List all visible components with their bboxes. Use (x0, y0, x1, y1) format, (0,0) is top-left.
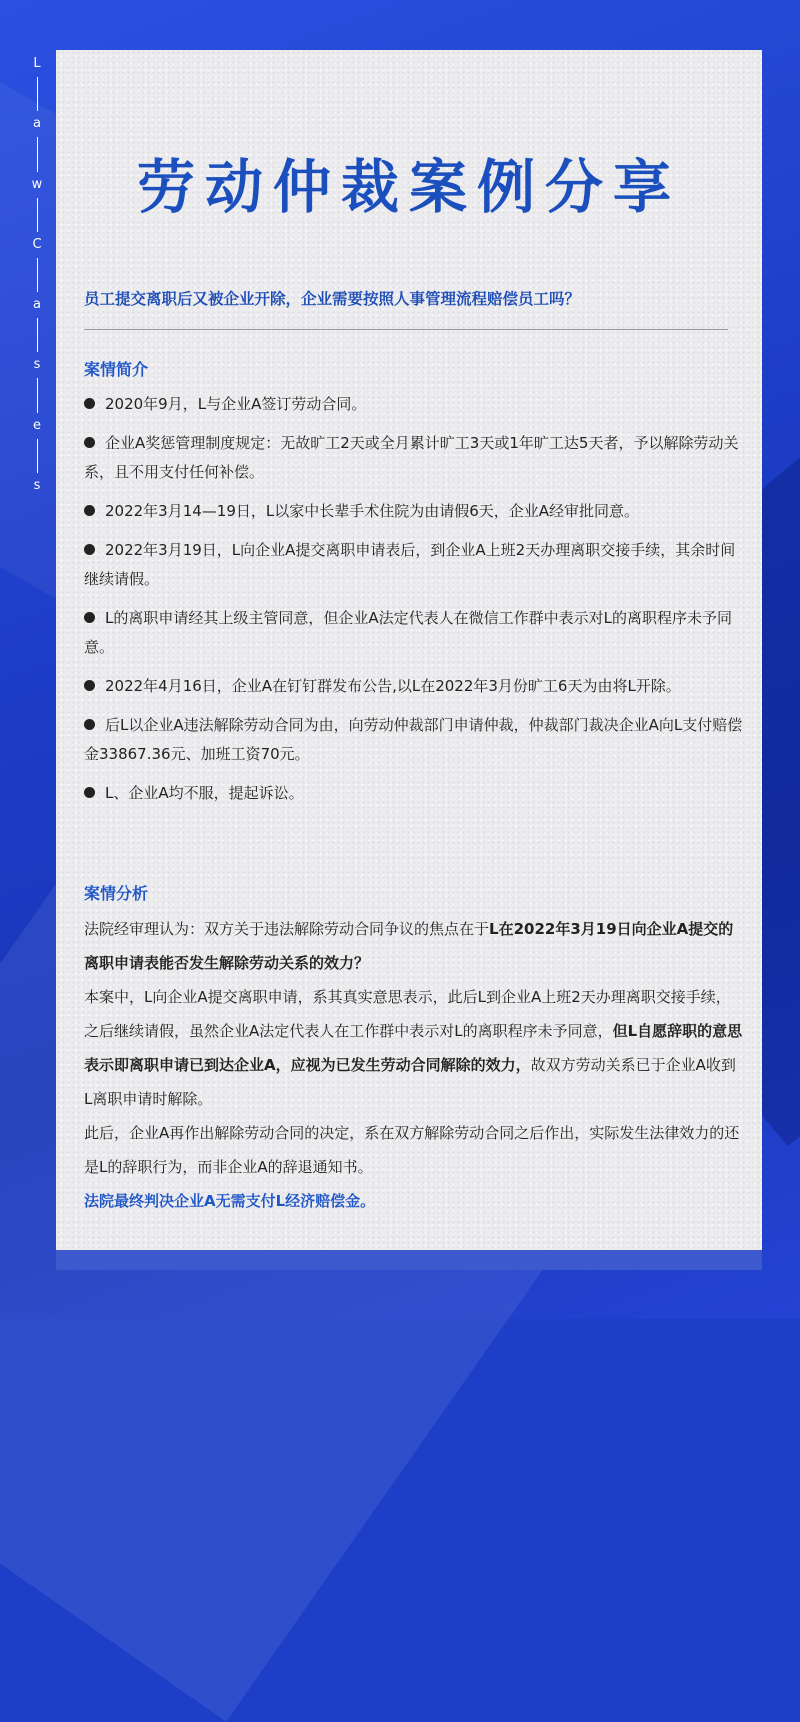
side-line (37, 258, 38, 292)
analysis-paragraph (84, 980, 744, 1116)
side-letter: L (33, 56, 41, 71)
analysis-bold-text: L在2022年3月19日向企业A提交的离职申请表能否发生解除劳动关系的效力？ (84, 920, 734, 972)
side-vertical-text (27, 55, 47, 495)
bullet-icon (84, 680, 95, 691)
bullet-icon (84, 398, 95, 409)
list-item-text: 2022年3月14—19日，L以家中长辈手术住院为由请假6天，企业A经审批同意。 (105, 502, 640, 520)
side-letter: w (31, 176, 43, 192)
summary-heading: 案情简介 (84, 360, 149, 379)
side-line (37, 77, 38, 111)
list-item-text: 2020年9月，L与企业A签订劳动合同。 (105, 395, 367, 413)
list-item-text: L、企业A均不服，提起诉讼。 (105, 784, 304, 802)
analysis-body (84, 912, 744, 1218)
list-item-text: 2022年3月19日，L向企业A提交离职申请表后，到企业A上班2天办理离职交接手续，其余时间继续请假。 (84, 541, 736, 588)
list-item-text: L的离职申请经其上级主管同意，但企业A法定代表人在微信工作群中表示对L的离职程序未予同意。 (84, 609, 732, 656)
side-line (37, 378, 38, 412)
side-letter: e (33, 417, 41, 433)
list-item (84, 604, 744, 662)
analysis-text: 法院经审理认为：双方关于违法解除劳动合同争议的焦点在于 (84, 920, 490, 938)
list-item (84, 672, 744, 701)
page-title: 劳动仲裁案例分享 (136, 153, 681, 221)
side-line (37, 318, 38, 352)
list-item (84, 536, 744, 594)
bullet-icon (84, 612, 95, 623)
conclusion: 法院最终判决企业A无需支付L经济赔偿金。 (84, 1192, 376, 1210)
analysis-paragraph: 此后，企业A再作出解除劳动合同的决定，系在双方解除劳动合同之后作出，实际发生法律效力的还是L的辞职行为，而非企业A的辞退通知书。 (84, 1124, 740, 1176)
list-item-text: 2022年4月16日，企业A在钉钉群发布公告,以L在2022年3月份旷工6天为由将L开除。 (105, 677, 681, 695)
bottom-band (56, 1250, 762, 1270)
subtitle: 员工提交离职后又被企业开除，企业需要按照人事管理流程赔偿员工吗？ (84, 290, 581, 308)
analysis-text: 本案中，L向企业A提交离职申请，系其真实意思表示，此后L到企业A上班2天办理离职交接手续，之后继续请假，虽然企业A法定代表人在工作群中表示对L的离职程序未予同意， (84, 988, 731, 1040)
list-item (84, 429, 744, 487)
side-letter: a (33, 297, 41, 313)
list-item-text: 企业A奖惩管理制度规定：无故旷工2天或全月累计旷工3天或1年旷工达5天者，予以解除劳动关系，且不用支付任何补偿。 (84, 434, 739, 481)
bullet-icon (84, 787, 95, 798)
side-line (37, 198, 38, 232)
bullet-icon (84, 544, 95, 555)
analysis-paragraph (84, 912, 744, 980)
analysis-bold-text: 但L自愿辞职的意思表示即离职申请已到达企业A，应视为已发生劳动合同解除的效力， (84, 1022, 743, 1074)
side-letter: a (33, 116, 41, 132)
side-line (37, 439, 38, 473)
side-letter: s (33, 477, 41, 493)
list-item (84, 497, 744, 526)
side-line (37, 137, 38, 171)
summary-list (84, 390, 744, 818)
analysis-text: 故双方劳动关系已于企业A收到L离职申请时解除。 (84, 1056, 736, 1108)
list-item-text: 后L以企业A违法解除劳动合同为由，向劳动仲裁部门申请仲裁，仲裁部门裁决企业A向L支付赔偿金33867.36元、加班工资70元。 (84, 716, 743, 763)
bullet-icon (84, 505, 95, 516)
divider (84, 329, 728, 330)
analysis-heading: 案情分析 (84, 884, 149, 903)
list-item (84, 711, 744, 769)
bullet-icon (84, 719, 95, 730)
side-letter: s (33, 357, 41, 373)
list-item (84, 779, 744, 808)
list-item (84, 390, 744, 419)
side-letter: C (32, 236, 42, 252)
bullet-icon (84, 437, 95, 448)
